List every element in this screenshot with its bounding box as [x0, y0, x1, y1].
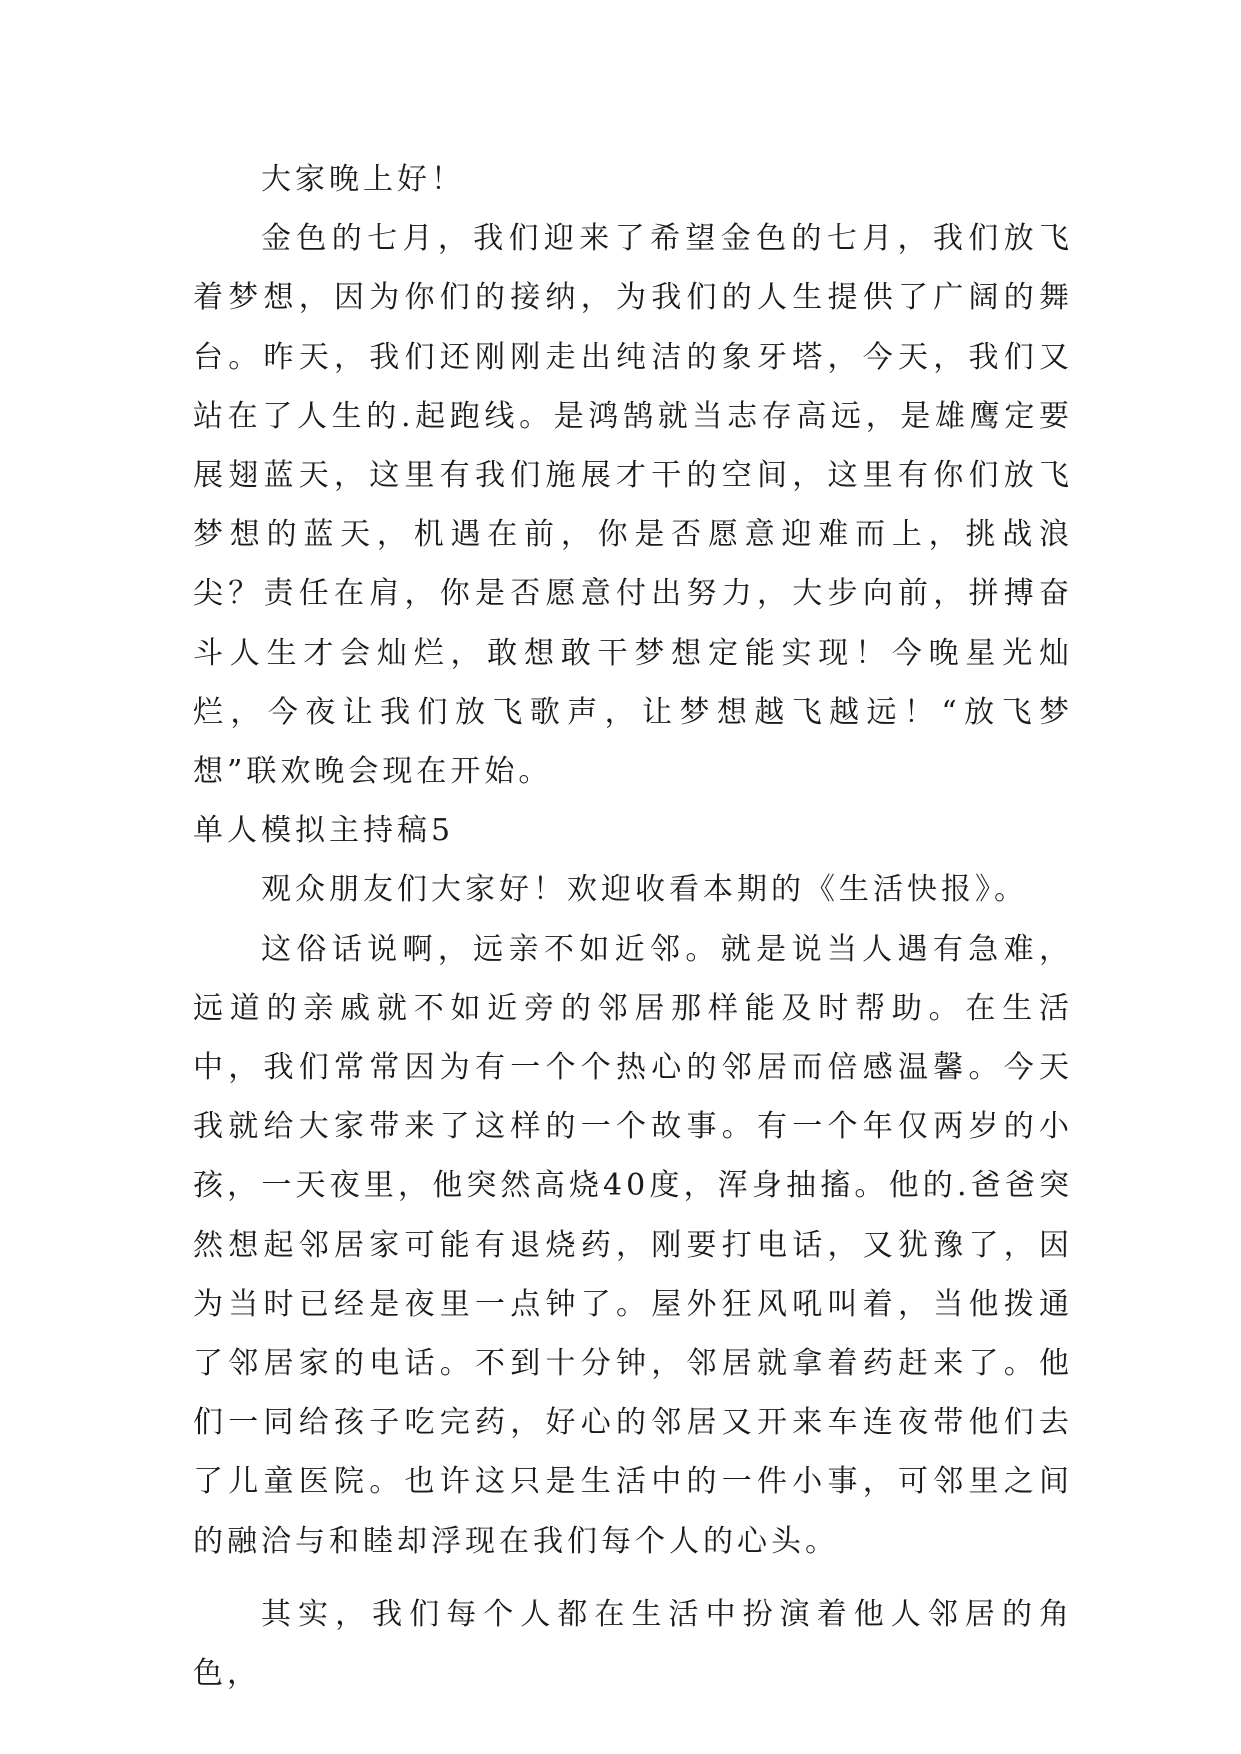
welcome-paragraph: 观众朋友们大家好！欢迎收看本期的《生活快报》。 — [261, 872, 1028, 908]
document-body — [193, 150, 1073, 1703]
greeting-paragraph: 大家晚上好！ — [261, 162, 465, 197]
story-paragraph: 这俗话说啊，远亲不如近邻。就是说当人遇有急难，远道的亲戚就不如近旁的邻居那样能及时帮助。在生活中，我们常常因为有一个个热心的邻居而倍感温馨。今天我就给大家带来了这样的一个故事。有一个年仅两岁的小孩，一天夜里，他突然高烧40度，浑身抽搐。他的.爸爸突然想起邻居家可能有退烧药，刚要打电话，又犹豫了，因为当时已经是夜里一点钟了。屋外狂风吼叫着，当他拨通了邻居家的电话。不到十分钟，邻居就拿着药赶来了。他们一同给孩子吃完药，好心的邻居又开来车连夜带他们去了儿童医院。也许这只是生活中的一件小事，可邻里之间的融洽与和睦却浮现在我们每个人的心头。 — [193, 931, 1073, 1559]
section-heading: 单人模拟主持稿5 — [193, 813, 455, 849]
opening-paragraph: 金色的七月，我们迎来了希望金色的七月，我们放飞着梦想，因为你们的接纳，为我们的人生提供了广阔的舞台。昨天，我们还刚刚走出纯洁的象牙塔，今天，我们又站在了人生的.起跑线。是鸿鹄就当志存高远，是雄鹰定要展翅蓝天，这里有我们施展才干的空间，这里有你们放飞梦想的蓝天，机遇在前，你是否愿意迎难而上，挑战浪尖？责任在肩，你是否愿意付出努力，大步向前，拼搏奋斗人生才会灿烂，敢想敢干梦想定能实现！今晚星光灿烂，今夜让我们放飞歌声，让梦想越飞越远！“放飞梦想”联欢晚会现在开始。 — [193, 221, 1073, 790]
closing-paragraph: 其实，我们每个人都在生活中扮演着他人邻居的角色， — [193, 1596, 1073, 1692]
